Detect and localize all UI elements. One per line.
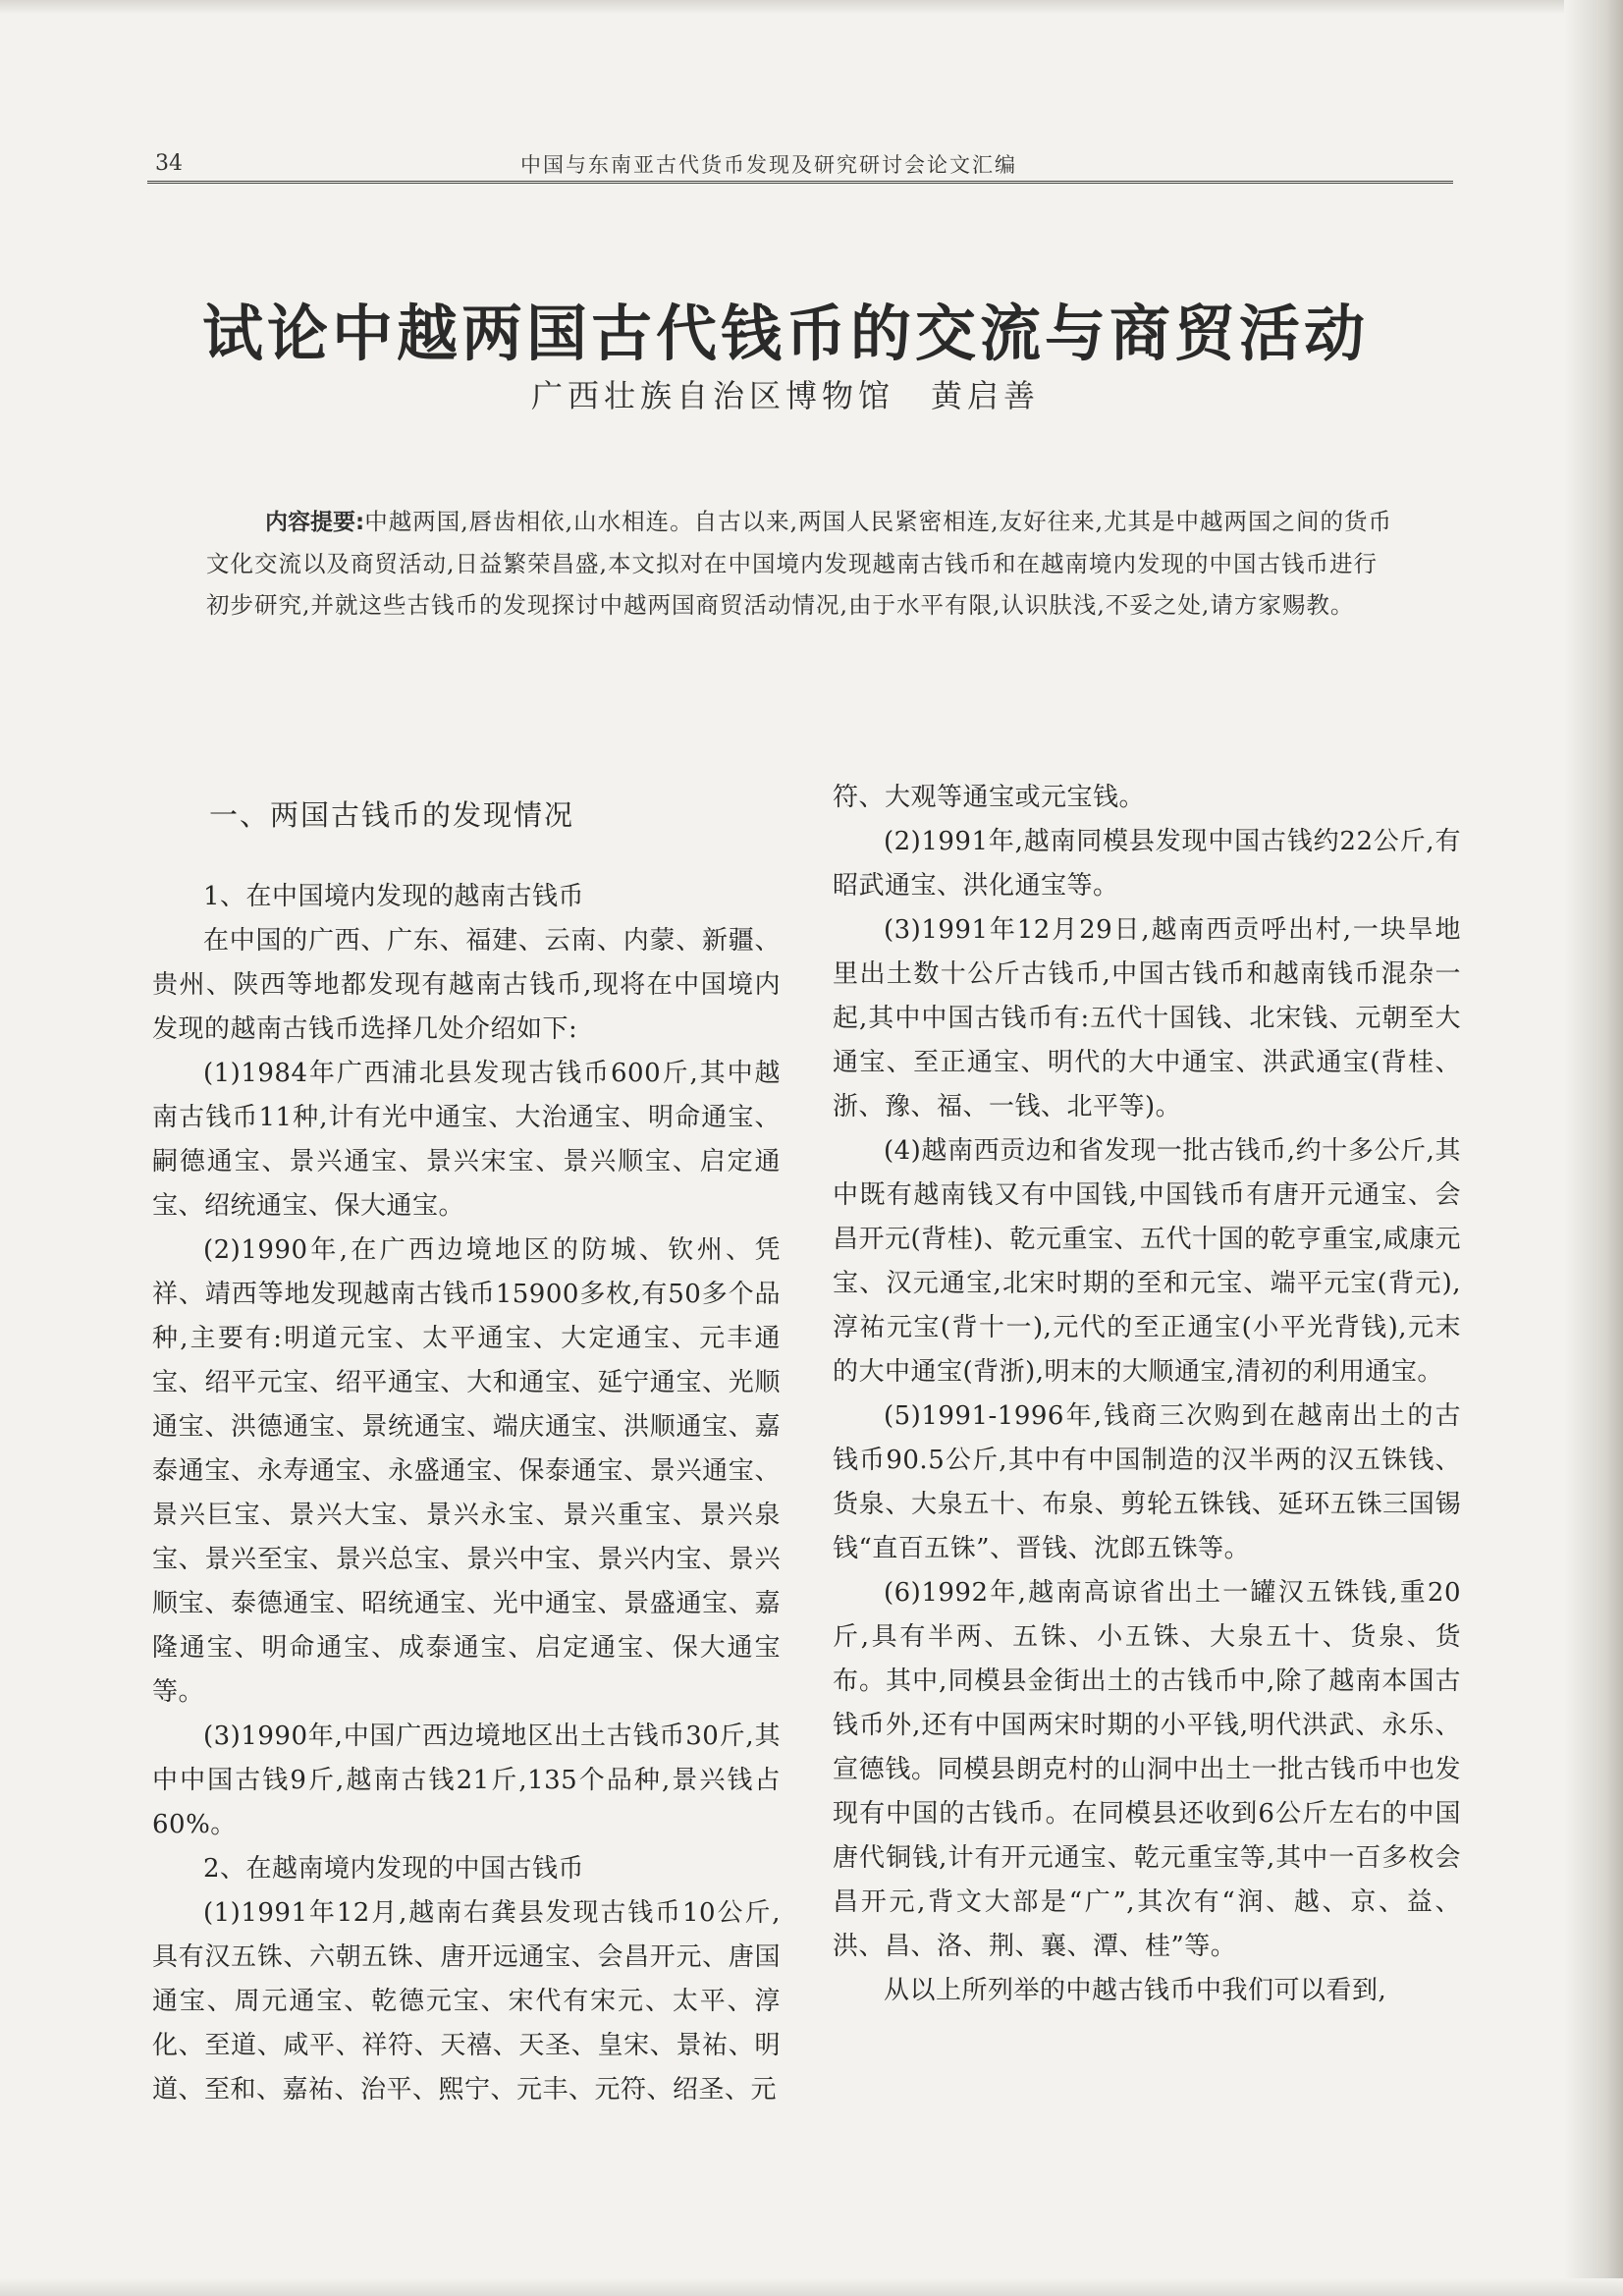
abstract-text: 中越两国,唇齿相依,山水相连。自古以来,两国人民紧密相连,友好往来,尤其是中越两国之间的货币文化交流以及商贸活动,日益繁荣昌盛,本文拟对在中国境内发现越南古钱币和在越南境内发现的中国古钱币进行初步研究,并就这些古钱币的发现探讨中越两国商贸活动情况,由于水平有限,认识肤浅,不妥之处,请方家赐教。 [206, 508, 1393, 619]
journal-title: 中国与东南亚古代货币发现及研究研讨会论文汇编 [520, 153, 1017, 177]
scan-edge-right [1564, 0, 1623, 2296]
header-rule [147, 181, 1453, 184]
paragraph: (1)1984年广西浦北县发现古钱币600斤,其中越南古钱币11种,计有光中通宝、大治通宝、明命通宝、嗣德通宝、景兴通宝、景兴宋宝、景兴顺宝、启定通宝、绍统通宝、保大通宝。 [152, 1059, 781, 1221]
paragraph-continued: 符、大观等通宝或元宝钱。 [833, 783, 1146, 812]
paragraph: (2)1991年,越南同模县发现中国古钱约22公斤,有昭武通宝、洪化通宝等。 [833, 827, 1461, 901]
paragraph: 在中国的广西、广东、福建、云南、内蒙、新疆、贵州、陕西等地都发现有越南古钱币,现将在中国境内发现的越南古钱币选择几处介绍如下: [152, 926, 781, 1044]
subheading: 1、在中国境内发现的越南古钱币 [203, 882, 585, 911]
scan-edge-top [0, 0, 1623, 14]
paragraph: (3)1990年,中国广西边境地区出土古钱币30斤,其中中国古钱9斤,越南古钱21斤,135个品种,景兴钱占60%。 [152, 1722, 781, 1839]
page-number: 34 [155, 151, 183, 176]
left-column [152, 776, 781, 2112]
abstract [206, 501, 1394, 626]
paragraph: (5)1991-1996年,钱商三次购到在越南出土的古钱币90.5公斤,其中有中国制造的汉半两的汉五铢钱、货泉、大泉五十、布泉、剪轮五铢钱、延环五铢三国锡钱“直百五铢”、晋钱、沈郎五铢等。 [833, 1401, 1461, 1563]
scan-edge-bottom [0, 2278, 1623, 2296]
paragraph: 从以上所列举的中越古钱币中我们可以看到, [884, 1976, 1387, 2005]
paragraph: (1)1991年12月,越南右龚县发现古钱币10公斤,具有汉五铢、六朝五铢、唐开远通宝、会昌开元、唐国通宝、周元通宝、乾德元宝、宋代有宋元、太平、淳化、至道、咸平、祥符、天禧、天圣、皇宋、景祐、明道、至和、嘉祐、治平、熙宁、元丰、元符、绍圣、元 [152, 1898, 781, 2105]
subheading: 2、在越南境内发现的中国古钱币 [203, 1854, 585, 1884]
paper-author: 广西壮族自治区博物馆 黄启善 [530, 377, 1040, 414]
paragraph: (4)越南西贡边和省发现一批古钱币,约十多公斤,其中既有越南钱又有中国钱,中国钱币有唐开元通宝、会昌开元(背桂)、乾元重宝、五代十国的乾亨重宝,咸康元宝、汉元通宝,北宋时期的至和元宝、端平元宝(背元),淳祐元宝(背十一),元代的至正通宝(小平光背钱),元末的大中通宝(背浙),明末的大顺通宝,清初的利用通宝。 [833, 1136, 1461, 1387]
section-heading: 一、两国古钱币的发现情况 [209, 798, 575, 832]
paragraph: (2)1990年,在广西边境地区的防城、钦州、凭祥、靖西等地发现越南古钱币15900多枚,有50多个品种,主要有:明道元宝、太平通宝、大定通宝、元丰通宝、绍平元宝、绍平通宝、大和通宝、延宁通宝、光顺通宝、洪德通宝、景统通宝、端庆通宝、洪顺通宝、嘉泰通宝、永寿通宝、永盛通宝、保泰通宝、景兴通宝、景兴巨宝、景兴大宝、景兴永宝、景兴重宝、景兴泉宝、景兴至宝、景兴总宝、景兴中宝、景兴内宝、景兴顺宝、泰德通宝、昭统通宝、光中通宝、景盛通宝、嘉隆通宝、明命通宝、成泰通宝、启定通宝、保大通宝等。 [152, 1235, 781, 1707]
paragraph: (3)1991年12月29日,越南西贡呼出村,一块旱地里出土数十公斤古钱币,中国古钱币和越南钱币混杂一起,其中中国古钱币有:五代十国钱、北宋钱、元朝至大通宝、至正通宝、明代的大中通宝、洪武通宝(背桂、浙、豫、福、一钱、北平等)。 [833, 915, 1461, 1121]
abstract-label: 内容提要: [265, 510, 365, 535]
right-column [833, 776, 1461, 2013]
paragraph: (6)1992年,越南高谅省出土一罐汉五铢钱,重20斤,具有半两、五铢、小五铢、大泉五十、货泉、货布。其中,同模县金街出土的古钱币中,除了越南本国古钱币外,还有中国两宋时期的小平钱,明代洪武、永乐、宣德钱。同模县朗克村的山洞中出土一批古钱币中也发现有中国的古钱币。在同模县还收到6公斤左右的中国唐代铜钱,计有开元通宝、乾元重宝等,其中一百多枚会昌开元,背文大部是“广”,其次有“润、越、京、益、洪、昌、洛、荆、襄、潭、桂”等。 [833, 1578, 1461, 1961]
paper-title: 试论中越两国古代钱币的交流与商贸活动 [201, 298, 1369, 369]
